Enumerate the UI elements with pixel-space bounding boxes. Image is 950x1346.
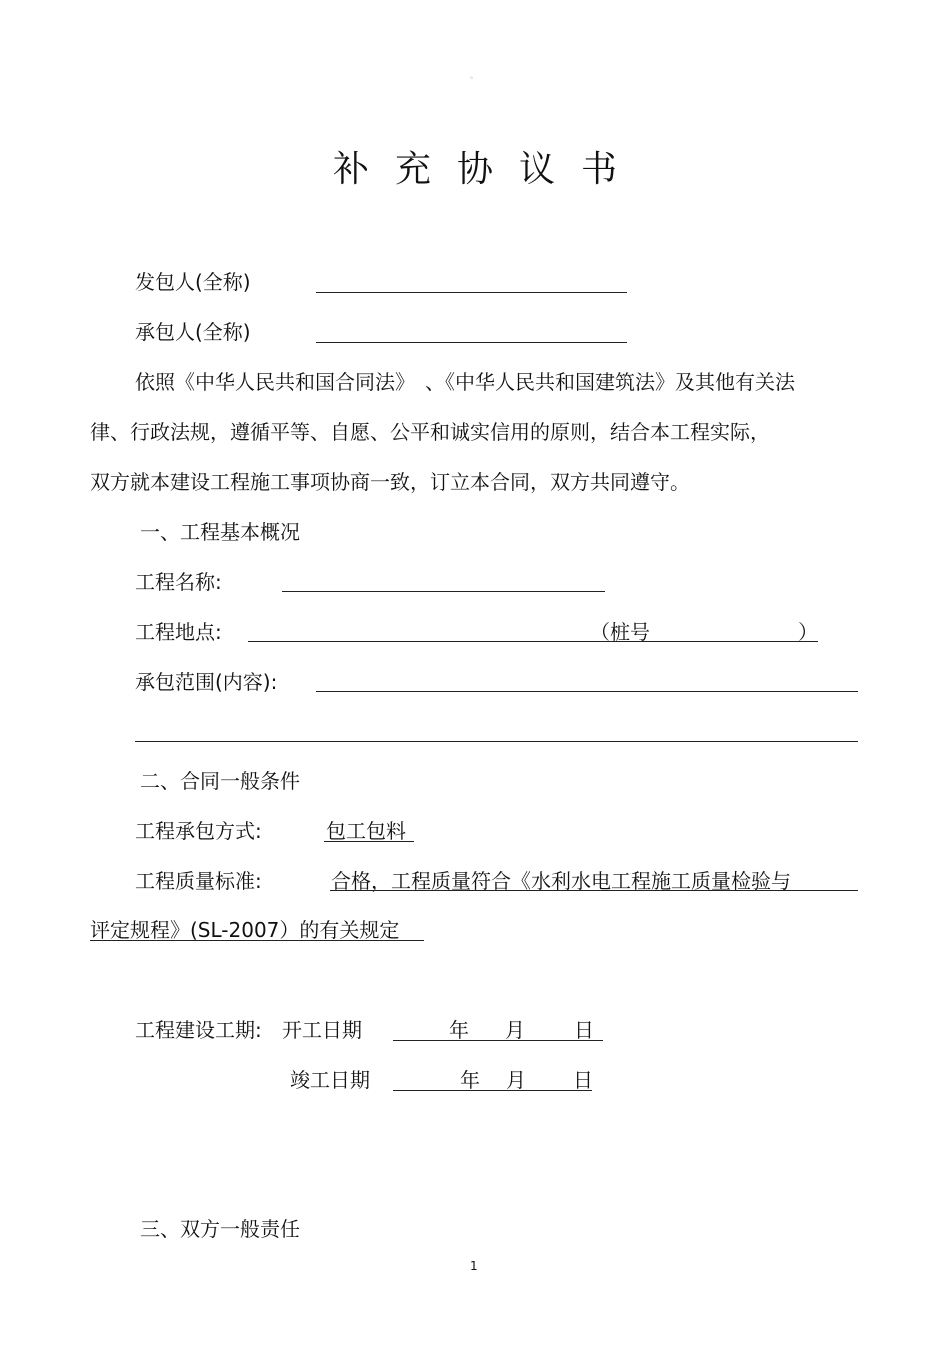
section1-heading: 一、工程基本概况 <box>140 520 300 544</box>
section2-heading: 二、合同一般条件 <box>140 769 300 793</box>
employer-label: 发包人(全称) <box>135 270 251 294</box>
header-mark: 。 <box>470 71 478 80</box>
document-title: 补充协议书 <box>332 149 643 190</box>
end-date-blank[interactable] <box>393 1090 592 1091</box>
end-date-label: 竣工日期 <box>290 1068 370 1092</box>
scope-label: 承包范围(内容): <box>135 670 278 694</box>
intro-line-2: 律、行政法规，遵循平等、自愿、公平和诚实信用的原则，结合本工程实际， <box>90 420 770 444</box>
contract-method-underline <box>324 841 414 842</box>
stake-number-label: （桩号 <box>590 620 650 644</box>
employer-blank[interactable] <box>316 292 627 293</box>
scope-blank-2[interactable] <box>135 741 858 742</box>
contract-method-label: 工程承包方式: <box>135 819 262 843</box>
contract-method-value: 包工包料 <box>326 819 406 843</box>
end-year: 年 <box>460 1068 480 1092</box>
project-location-blank[interactable] <box>248 641 818 642</box>
stake-number-close: ） <box>798 620 818 644</box>
page-number: 1 <box>470 1259 478 1273</box>
project-location-label: 工程地点: <box>135 620 222 644</box>
period-label: 工程建设工期: <box>135 1018 262 1042</box>
contractor-label: 承包人(全称) <box>135 320 251 344</box>
intro-line-1: 依照《中华人民共和国合同法》 、《中华人民共和国建筑法》及其他有关法 <box>135 370 795 394</box>
start-year: 年 <box>449 1018 469 1042</box>
quality-standard-underline-1 <box>330 890 858 891</box>
scope-blank-1[interactable] <box>316 691 858 692</box>
start-date-label: 开工日期 <box>282 1018 362 1042</box>
quality-standard-label: 工程质量标准: <box>135 869 262 893</box>
intro-line-3: 双方就本建设工程施工事项协商一致，订立本合同，双方共同遵守。 <box>90 470 690 494</box>
project-name-blank[interactable] <box>282 591 605 592</box>
section3-heading: 三、双方一般责任 <box>140 1217 300 1241</box>
quality-standard-underline-2 <box>90 940 424 941</box>
start-month: 月 <box>505 1018 525 1042</box>
start-day: 日 <box>574 1018 594 1042</box>
quality-standard-value-2: 评定规程》(SL-2007）的有关规定 <box>90 918 400 942</box>
quality-standard-value-1: 合格，工程质量符合《水利水电工程施工质量检验与 <box>331 869 791 893</box>
end-day: 日 <box>573 1068 593 1092</box>
project-name-label: 工程名称: <box>135 570 222 594</box>
start-date-blank[interactable] <box>393 1040 603 1041</box>
contractor-blank[interactable] <box>316 342 627 343</box>
end-month: 月 <box>506 1068 526 1092</box>
